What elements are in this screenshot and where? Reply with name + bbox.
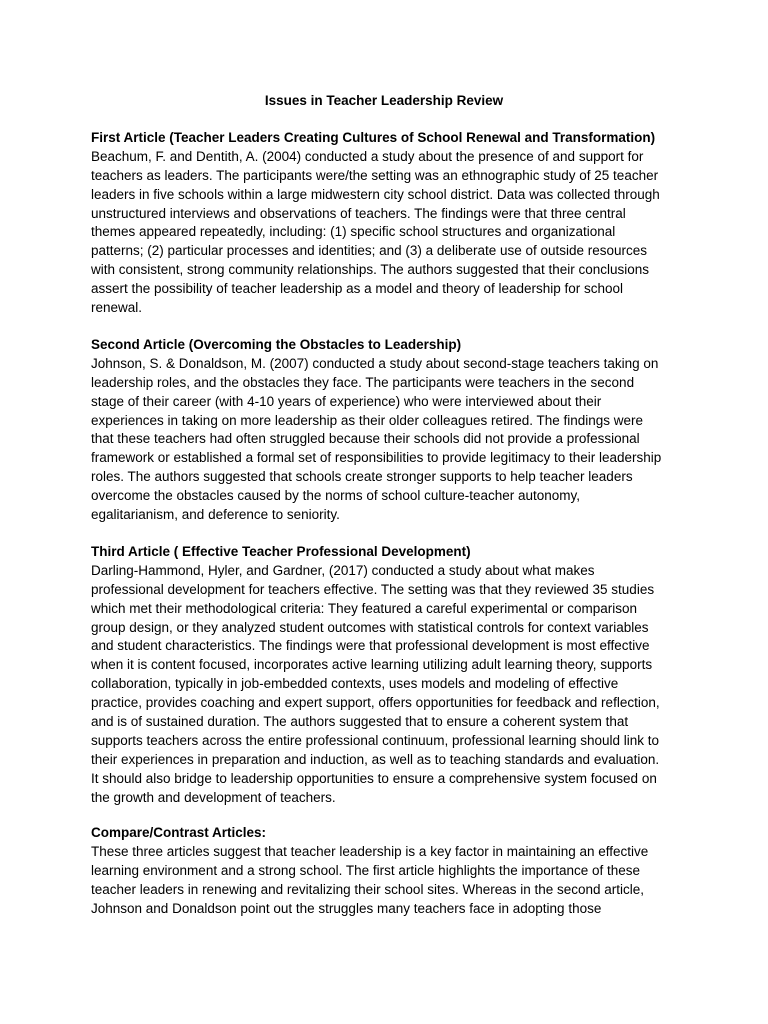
paragraph-line: assert the possibility of teacher leadership as a model and theory of leadership for school [91,281,624,297]
paragraph-line: when it is content focused, incorporates active learning utilizing adult learning theory, supports [91,657,653,673]
paragraph-line: These three articles suggest that teacher leadership is a key factor in maintaining an effective [91,843,649,859]
paragraph-line: experiences in taking on more leadership as their older colleagues retired. The findings were [91,412,644,428]
paragraph-line: supports teachers across the entire professional continuum, professional learning should link to [91,732,660,748]
paragraph-line: leaders in five schools within a large midwestern city school district. Data was collected through [91,186,660,202]
section-second-article [91,336,691,525]
paragraph-line: the growth and development of teachers. [91,789,336,805]
paragraph-line: renewal. [91,300,143,316]
paragraph-line: patterns; (2) particular processes and identities; and (3) a deliberate use of outside resources [91,243,648,259]
paragraph-line: teacher leaders in renewing and revitalizing their school sites. Whereas in the second article, [91,881,645,897]
paragraph-line: teachers as leaders. The participants were/the setting was an ethnographic study of 25 teacher [91,167,659,183]
paragraph-line: egalitarianism, and deference to seniority. [91,507,340,523]
section-heading: Second Article (Overcoming the Obstacles to Leadership) [91,337,462,352]
section-compare-contrast [91,824,691,918]
paragraph-line: and student characteristics. The findings were that professional development is most effective [91,638,650,654]
paragraph-line: which met their methodological criteria: They featured a careful experimental or comparison [91,600,638,616]
paragraph-line: professional development for teachers effective. The setting was that they reviewed 35 studies [91,581,655,597]
section-third-article [91,543,691,807]
paragraph-line: Darling-Hammond, Hyler, and Gardner, (2017) conducted a study about what makes [91,562,595,578]
paragraph-line: Johnson, S. & Donaldson, M. (2007) conducted a study about second-stage teachers taking on [91,355,659,371]
paragraph-line: roles. The authors suggested that schools create stronger supports to help teacher leaders [91,469,633,485]
paragraph-line: collaboration, typically in job-embedded contexts, uses models and modeling of effective [91,676,619,692]
paragraph-line: leadership roles, and the obstacles they face. The participants were teachers in the second [91,374,635,390]
section-heading: Third Article ( Effective Teacher Professional Development) [91,544,471,559]
paragraph-line: group design, or they analyzed student outcomes with statistical controls for context variables [91,619,649,635]
paragraph-line: It should also bridge to leadership opportunities to ensure a comprehensive system focused on [91,770,657,786]
paragraph-line: their experiences in preparation and induction, as well as to teaching standards and evaluation. [91,751,660,767]
section-heading: Compare/Contrast Articles: [91,825,267,840]
paragraph-line: unstructured interviews and observations of teachers. The findings were that three central [91,205,626,221]
paragraph-line: Beachum, F. and Dentith, A. (2004) conducted a study about the presence of and support for [91,148,644,164]
section-first-article [91,129,691,318]
paragraph-line: practice, provides coaching and expert support, offers opportunities for feedback and reflection, [91,695,660,711]
paragraph-line: themes appeared repeatedly, including: (1) specific school structures and organizational [91,224,616,240]
paragraph-line: that these teachers had often struggled because their schools did not provide a professional [91,431,640,447]
paragraph-line: overcome the obstacles caused by the norms of school culture-teacher autonomy, [91,488,581,504]
paragraph-line: with consistent, strong community relationships. The authors suggested that their conclusions [91,262,650,278]
paragraph-line: Johnson and Donaldson point out the struggles many teachers face in adopting those [91,900,602,916]
paragraph-line: and is of sustained duration. The authors suggested that to ensure a coherent system that [91,714,629,730]
paragraph-line: learning environment and a strong school. The first article highlights the importance of these [91,862,641,878]
paragraph-line: framework or established a formal set of responsibilities to provide legitimacy to their leadership [91,450,662,466]
document-title: Issues in Teacher Leadership Review [264,93,504,108]
section-heading: First Article (Teacher Leaders Creating Cultures of School Renewal and Transformation) [91,130,656,145]
paragraph-line: stage of their career (with 4-10 years of experience) who were interviewed about their [91,393,602,409]
